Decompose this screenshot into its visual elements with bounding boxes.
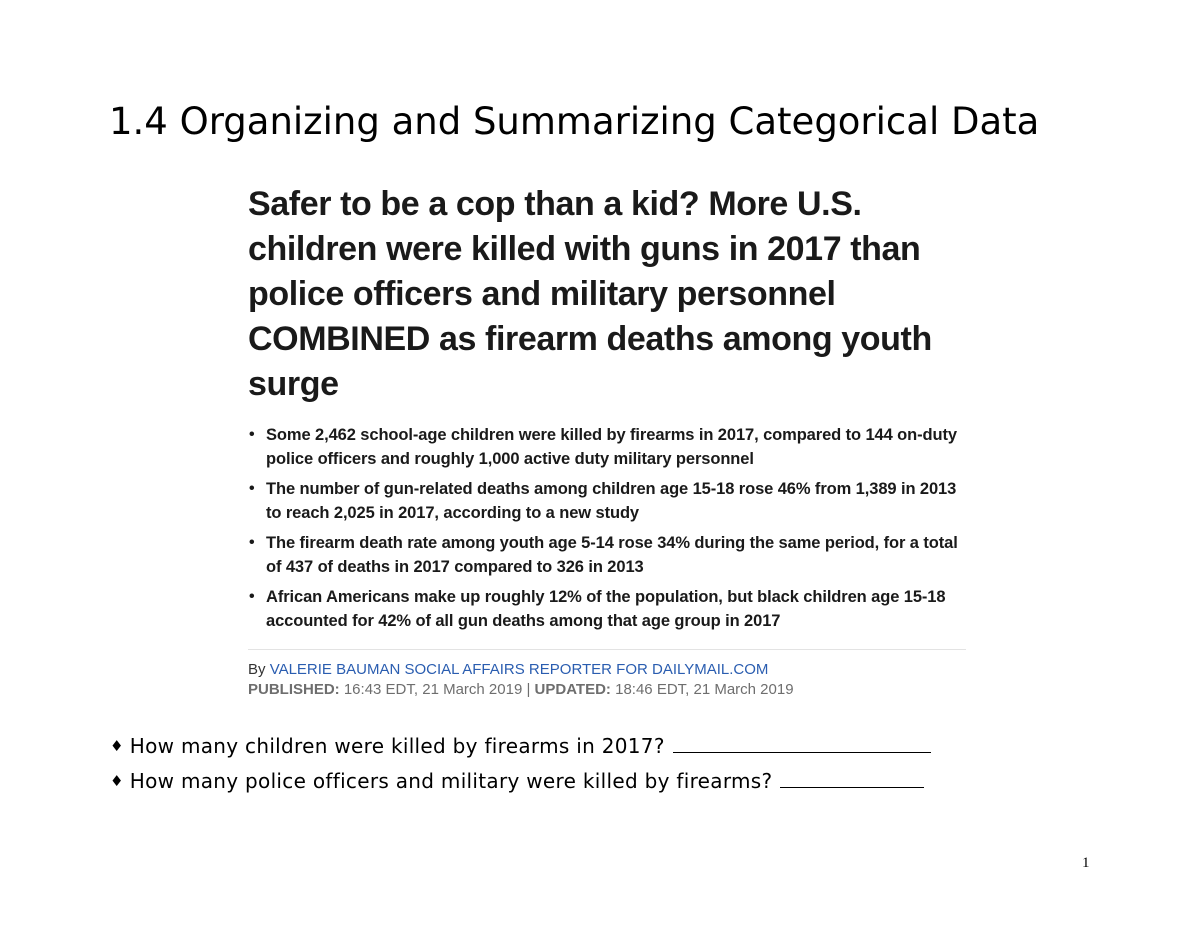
slide-title: 1.4 Organizing and Summarizing Categorical Data bbox=[109, 100, 1040, 143]
article-screenshot bbox=[248, 182, 968, 700]
updated-value: 18:46 EDT, 21 March 2019 bbox=[615, 681, 794, 698]
article-headline: Safer to be a cop than a kid? More U.S. children were killed with guns in 2017 than police officers and military personnel COMBINED as firearm deaths among youth surge bbox=[248, 185, 932, 403]
article-bullet bbox=[248, 423, 968, 471]
published-label: PUBLISHED: bbox=[248, 681, 340, 698]
answer-blank bbox=[673, 732, 931, 753]
article-bullet-list bbox=[248, 423, 968, 633]
bullet-text: The number of gun-related deaths among children age 15-18 rose 46% from 1,389 in 2013 to reach 2,025 in 2017, according to a new study bbox=[266, 480, 957, 522]
bullet-text: African Americans make up roughly 12% of the population, but black children age 15-18 accounted for 42% of all gun deaths among that age group in 2017 bbox=[266, 588, 946, 630]
byline-author-link[interactable]: VALERIE BAUMAN SOCIAL AFFAIRS REPORTER FOR DAILYMAIL.COM bbox=[269, 661, 769, 678]
question-item bbox=[110, 732, 931, 761]
question-item bbox=[110, 767, 924, 796]
article-bullet bbox=[248, 531, 968, 579]
page-number: 1 bbox=[1082, 855, 1090, 871]
dateline-separator: | bbox=[526, 681, 531, 698]
article-dateline bbox=[248, 680, 968, 700]
question-text: How many police officers and military were killed by firearms? bbox=[129, 769, 773, 793]
bullet-icon: • bbox=[249, 426, 255, 443]
bullet-icon: • bbox=[249, 534, 255, 551]
diamond-bullet-icon: ♦ bbox=[110, 772, 124, 790]
bullet-icon: • bbox=[249, 588, 255, 605]
article-byline bbox=[248, 660, 968, 680]
bullet-text: Some 2,462 school-age children were killed by firearms in 2017, compared to 144 on-duty police officers and roughly 1,000 active duty military personnel bbox=[266, 426, 957, 468]
byline-prefix: By bbox=[248, 661, 266, 678]
article-bullet bbox=[248, 477, 968, 525]
article-divider bbox=[248, 649, 966, 650]
question-text: How many children were killed by firearms in 2017? bbox=[129, 734, 665, 758]
answer-blank bbox=[780, 767, 924, 788]
article-bullet bbox=[248, 585, 968, 633]
diamond-bullet-icon: ♦ bbox=[110, 737, 124, 755]
published-value: 16:43 EDT, 21 March 2019 bbox=[343, 681, 523, 698]
bullet-icon: • bbox=[249, 480, 255, 497]
updated-label: UPDATED: bbox=[534, 681, 611, 698]
bullet-text: The firearm death rate among youth age 5-14 rose 34% during the same period, for a total of 437 of deaths in 2017 compared to 326 in 2013 bbox=[266, 534, 958, 576]
